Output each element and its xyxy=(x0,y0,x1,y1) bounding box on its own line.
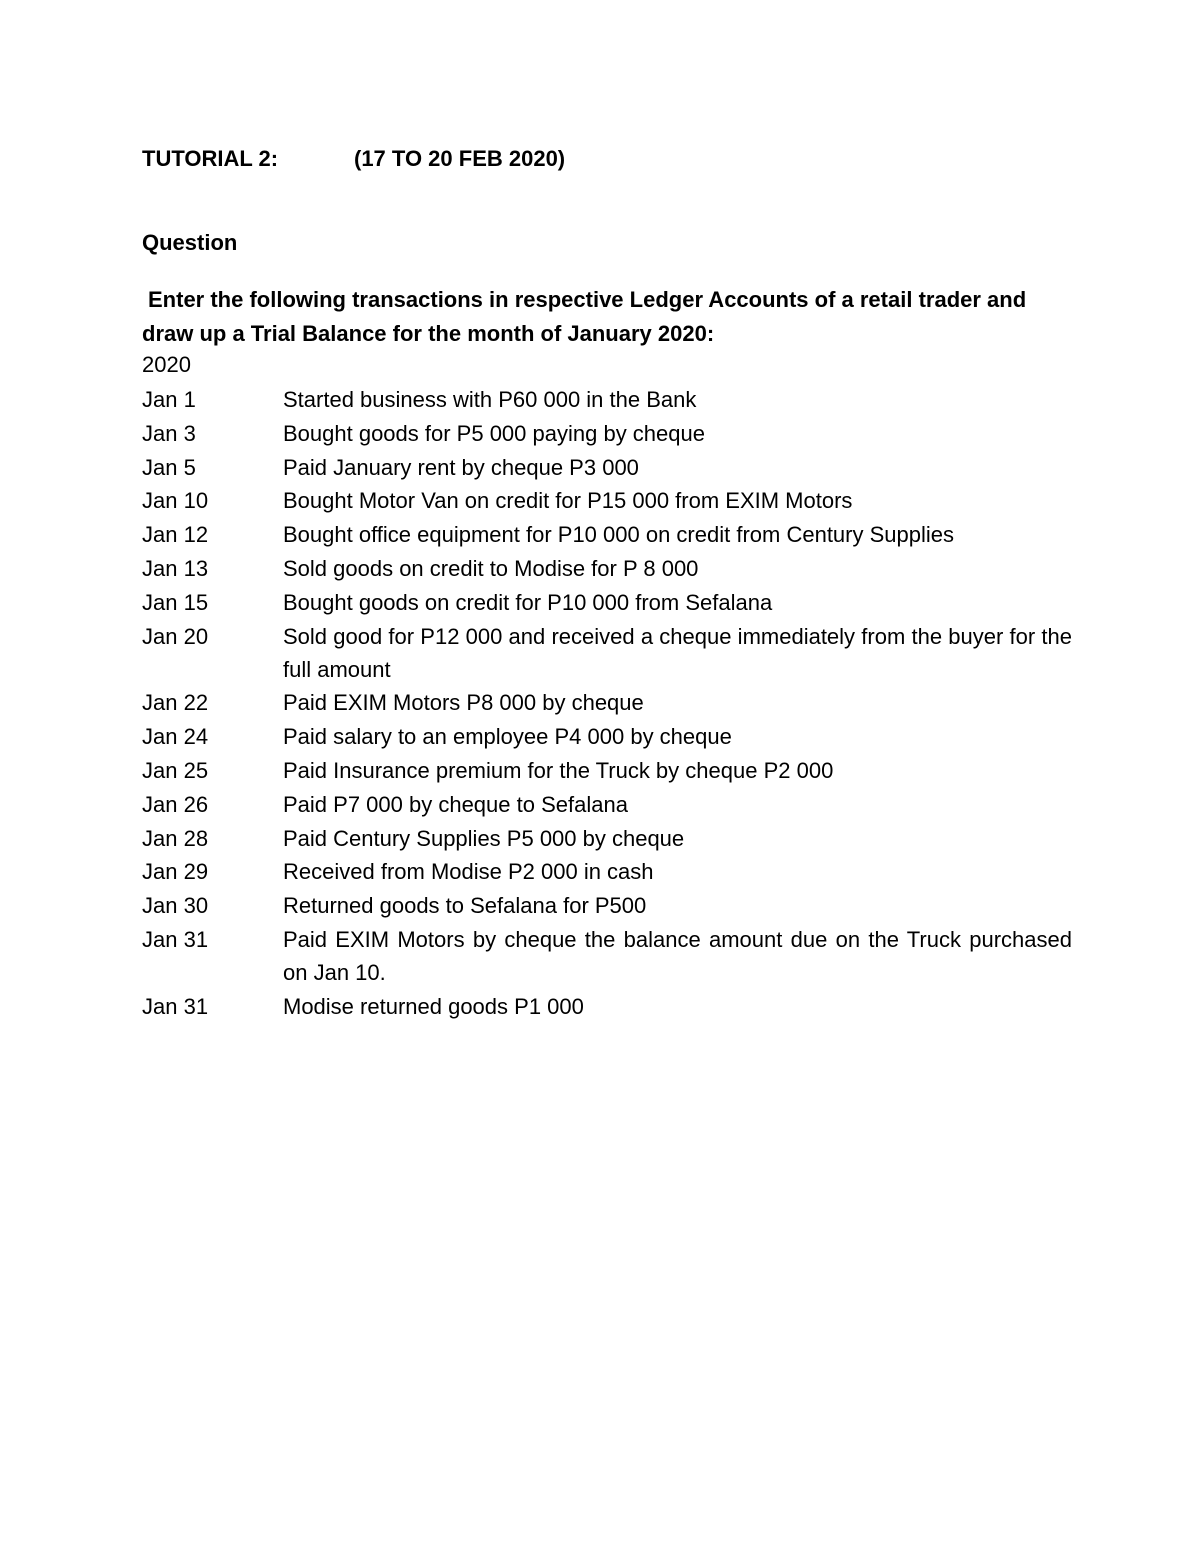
transaction-list xyxy=(142,383,1072,1024)
transaction-date: Jan 29 xyxy=(142,859,209,885)
transaction-date: Jan 25 xyxy=(142,757,209,783)
transaction-description: Bought goods on credit for P10 000 from Sefalana xyxy=(283,589,773,615)
transaction-row xyxy=(142,686,1072,719)
transaction-row xyxy=(142,990,1072,1023)
transaction-row xyxy=(142,552,1072,585)
transaction-date: Jan 31 xyxy=(142,926,209,952)
transaction-date: Jan 26 xyxy=(142,791,209,817)
tutorial-title: TUTORIAL 2: xyxy=(142,146,279,171)
transaction-date: Jan 5 xyxy=(142,454,196,480)
transaction-description: Paid Century Supplies P5 000 by cheque xyxy=(283,825,685,851)
transaction-row xyxy=(142,484,1072,517)
transaction-description: Paid EXIM Motors by cheque the balance amount due on the Truck purchased on Jan 10. xyxy=(283,926,1072,985)
transaction-description: Paid January rent by cheque P3 000 xyxy=(283,454,639,480)
transaction-date: Jan 20 xyxy=(142,623,209,649)
transaction-row xyxy=(142,923,1072,989)
tutorial-period: (17 TO 20 FEB 2020) xyxy=(354,146,566,171)
transaction-description: Sold good for P12 000 and received a cheque immediately from the buyer for the full amount xyxy=(283,623,1072,682)
transaction-description: Paid Insurance premium for the Truck by cheque P2 000 xyxy=(283,757,834,783)
transaction-row xyxy=(142,383,1072,416)
transaction-description: Paid P7 000 by cheque to Sefalana xyxy=(283,791,628,817)
transaction-date: Jan 1 xyxy=(142,387,196,412)
transaction-date: Jan 24 xyxy=(142,724,209,750)
transaction-date: Jan 15 xyxy=(142,589,209,615)
question-heading: Question xyxy=(142,230,238,255)
question-instruction xyxy=(142,283,1067,351)
transaction-description: Returned goods to Sefalana for P500 xyxy=(283,893,647,919)
transaction-description: Paid salary to an employee P4 000 by cheque xyxy=(283,724,732,750)
transaction-description: Sold goods on credit to Modise for P 8 000 xyxy=(283,555,699,581)
transaction-row xyxy=(142,620,1072,686)
year-label: 2020 xyxy=(142,352,191,377)
document-title xyxy=(142,146,566,172)
transaction-row xyxy=(142,754,1072,787)
transaction-date: Jan 30 xyxy=(142,893,209,919)
transaction-row xyxy=(142,451,1072,484)
transaction-description: Started business with P60 000 in the Bank xyxy=(283,387,697,412)
transaction-row xyxy=(142,788,1072,821)
transaction-description: Received from Modise P2 000 in cash xyxy=(283,859,654,885)
transaction-date: Jan 22 xyxy=(142,690,209,716)
transaction-row xyxy=(142,855,1072,888)
transaction-date: Jan 13 xyxy=(142,555,209,581)
transaction-row xyxy=(142,822,1072,855)
transaction-row xyxy=(142,417,1072,450)
transaction-description: Modise returned goods P1 000 xyxy=(283,993,584,1019)
transaction-date: Jan 28 xyxy=(142,825,209,851)
transaction-description: Bought Motor Van on credit for P15 000 from EXIM Motors xyxy=(283,488,853,514)
transaction-row xyxy=(142,720,1072,753)
transaction-description: Bought goods for P5 000 paying by cheque xyxy=(283,420,705,446)
transaction-date: Jan 3 xyxy=(142,420,196,446)
instruction-text: Enter the following transactions in respective Ledger Accounts of a retail trader and draw up a Trial Balance for the month of January 2020: xyxy=(142,287,1027,346)
transaction-row xyxy=(142,586,1072,619)
transaction-date: Jan 31 xyxy=(142,993,209,1019)
transaction-row xyxy=(142,518,1072,551)
transaction-row xyxy=(142,889,1072,922)
transaction-date: Jan 10 xyxy=(142,488,209,514)
transaction-date: Jan 12 xyxy=(142,522,209,548)
transaction-description: Paid EXIM Motors P8 000 by cheque xyxy=(283,690,644,716)
transaction-description: Bought office equipment for P10 000 on credit from Century Supplies xyxy=(283,522,954,548)
